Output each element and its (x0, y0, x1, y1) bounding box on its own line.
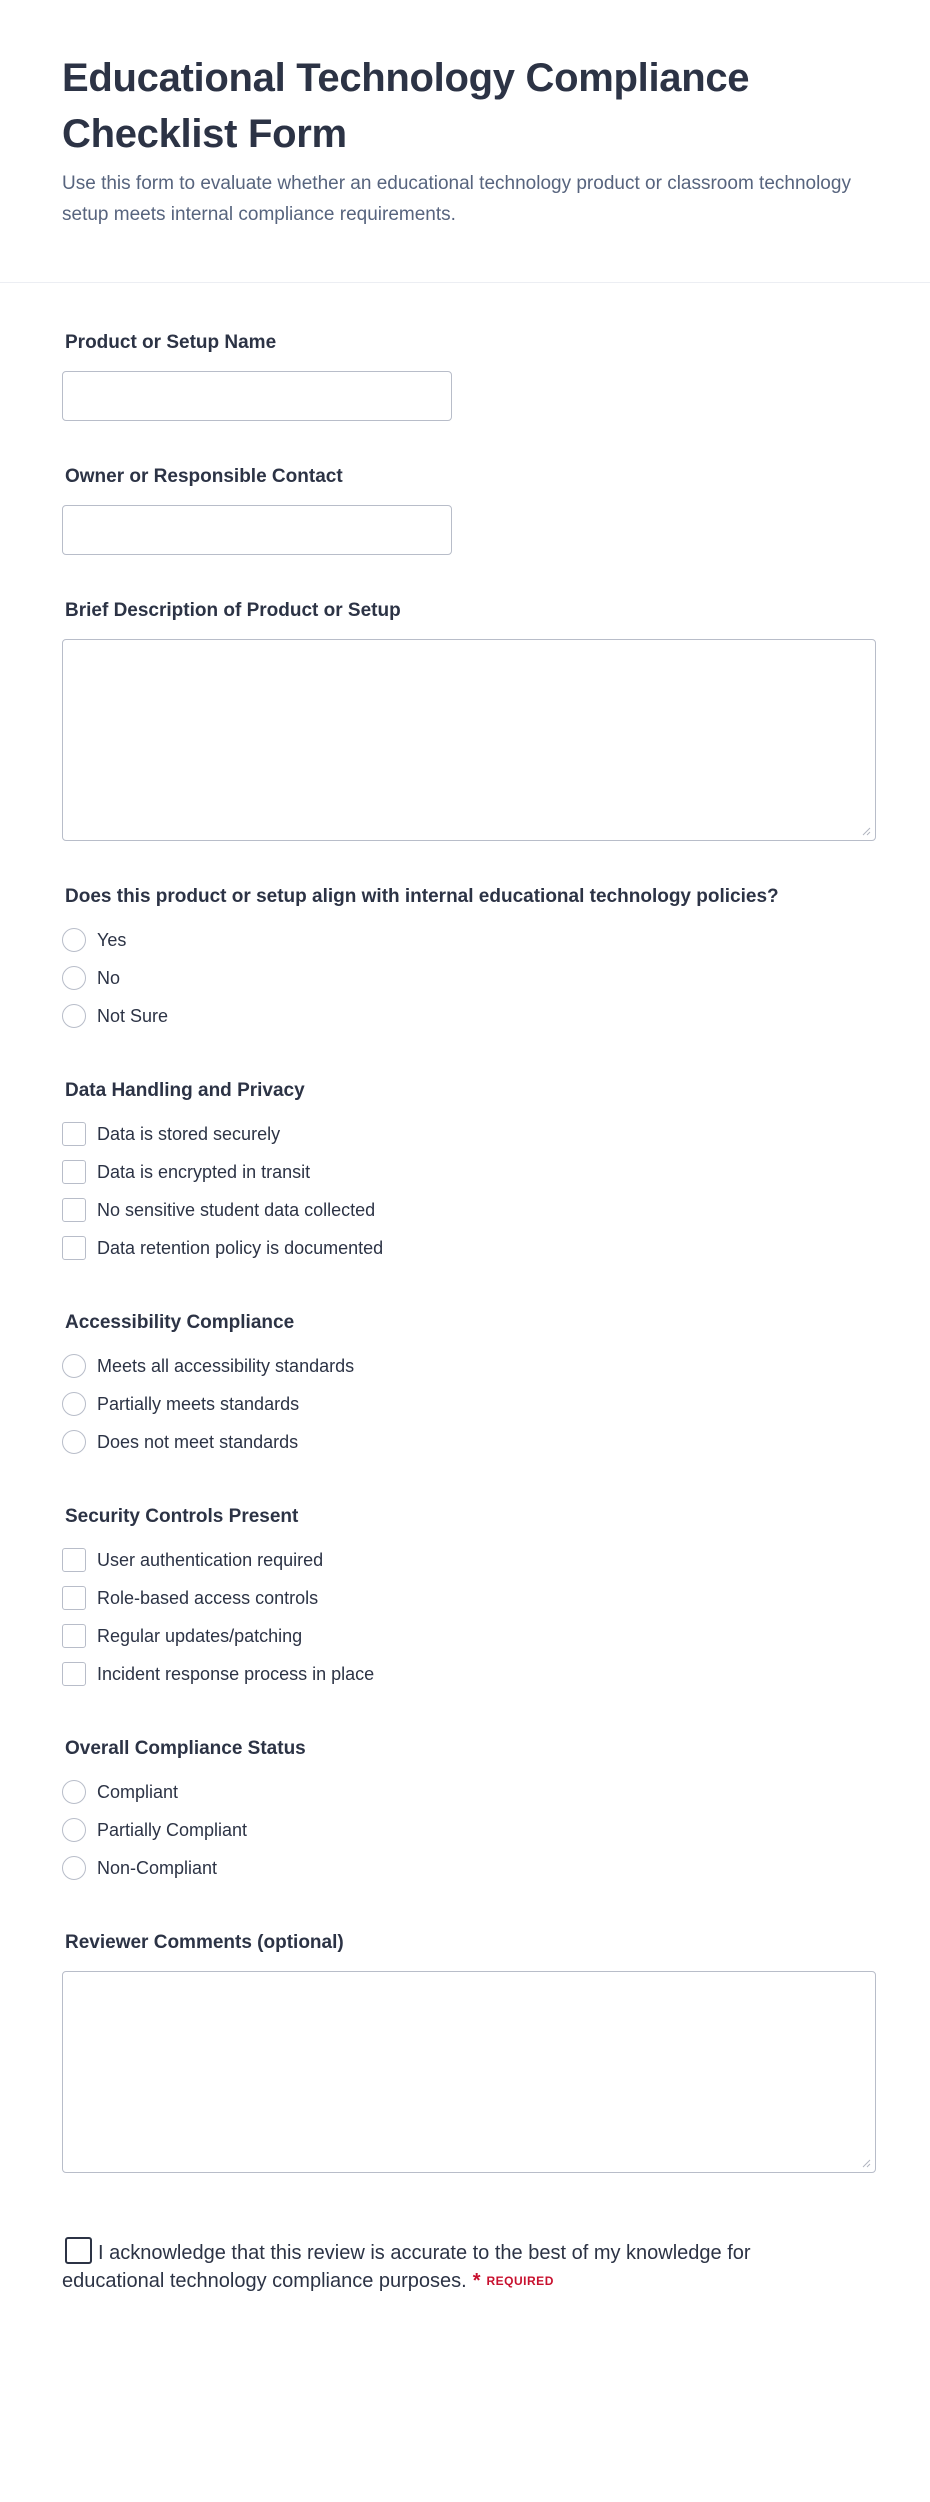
option-label: Role-based access controls (97, 1588, 319, 1608)
description-label: Brief Description of Product or Setup (65, 600, 401, 621)
option-label: Yes (97, 930, 127, 950)
option-label: User authentication required (97, 1550, 324, 1570)
checkbox-option[interactable] (62, 1617, 868, 1655)
radio-button[interactable] (62, 1430, 86, 1454)
checkbox[interactable] (62, 1586, 86, 1610)
overall-status-field (62, 1737, 868, 1887)
overall-status-options (62, 1773, 868, 1887)
owner-input[interactable] (62, 505, 452, 555)
radio-button[interactable] (62, 928, 86, 952)
checkbox[interactable] (62, 1624, 86, 1648)
checkbox-option[interactable] (62, 1655, 868, 1693)
data-handling-options (62, 1115, 868, 1267)
owner-field (62, 465, 868, 555)
security-controls-field (62, 1505, 868, 1693)
radio-button[interactable] (62, 1354, 86, 1378)
page-subtitle: Use this form to evaluate whether an educational technology product or classroom technology setup meets internal compliance requirements. (62, 173, 851, 225)
option-label: Not Sure (97, 1006, 169, 1026)
radio-option[interactable] (62, 1773, 868, 1811)
checkbox-option[interactable] (62, 1115, 868, 1153)
comments-textarea[interactable] (62, 1971, 876, 2173)
radio-button[interactable] (62, 1856, 86, 1880)
radio-option[interactable] (62, 959, 868, 997)
checkbox-option[interactable] (62, 1541, 868, 1579)
overall-status-label: Overall Compliance Status (65, 1738, 306, 1759)
accessibility-label: Accessibility Compliance (65, 1312, 295, 1333)
owner-label: Owner or Responsible Contact (65, 466, 343, 487)
product-name-input[interactable] (62, 371, 452, 421)
checkbox[interactable] (62, 1236, 86, 1260)
radio-button[interactable] (62, 966, 86, 990)
option-label: Data is stored securely (97, 1124, 281, 1144)
radio-option[interactable] (62, 1423, 868, 1461)
checkbox-option[interactable] (62, 1191, 868, 1229)
checkbox-option[interactable] (62, 1153, 868, 1191)
data-handling-label: Data Handling and Privacy (65, 1080, 305, 1101)
data-handling-field (62, 1079, 868, 1267)
option-label: Partially Compliant (97, 1820, 248, 1840)
option-label: Data is encrypted in transit (97, 1162, 311, 1182)
option-label: Compliant (97, 1782, 179, 1802)
policy-alignment-label: Does this product or setup align with internal educational technology policies? (65, 886, 779, 907)
accessibility-field (62, 1311, 868, 1461)
description-textarea[interactable] (62, 639, 876, 841)
accessibility-options (62, 1347, 868, 1461)
checkbox[interactable] (62, 1662, 86, 1686)
radio-button[interactable] (62, 1004, 86, 1028)
option-label: Partially meets standards (97, 1394, 300, 1414)
radio-option[interactable] (62, 1347, 868, 1385)
page-title: Educational Technology Compliance Checklist Form (62, 56, 750, 156)
acknowledgement-field (62, 2237, 782, 2295)
comments-field (62, 1931, 868, 2173)
checkbox[interactable] (62, 1160, 86, 1184)
radio-option[interactable] (62, 1849, 868, 1887)
radio-option[interactable] (62, 1385, 868, 1423)
radio-option[interactable] (62, 1811, 868, 1849)
security-controls-label: Security Controls Present (65, 1506, 299, 1527)
option-label: Non-Compliant (97, 1858, 218, 1878)
resize-grip-icon[interactable] (862, 2159, 871, 2168)
radio-button[interactable] (62, 1392, 86, 1416)
product-name-label: Product or Setup Name (65, 332, 277, 353)
radio-option[interactable] (62, 997, 868, 1035)
option-label: Regular updates/patching (97, 1626, 303, 1646)
acknowledgement-text: I acknowledge that this review is accurate to the best of my knowledge for educational technology compliance purposes. (62, 2242, 751, 2292)
option-label: No (97, 968, 121, 988)
required-asterisk: * (472, 2270, 481, 2292)
checkbox[interactable] (62, 1122, 86, 1146)
checkbox-option[interactable] (62, 1229, 868, 1267)
policy-alignment-field (62, 885, 868, 1035)
option-label: Incident response process in place (97, 1664, 375, 1684)
compliance-form (0, 283, 930, 2295)
option-label: Does not meet standards (97, 1432, 299, 1452)
option-label: Data retention policy is documented (97, 1238, 384, 1258)
option-label: No sensitive student data collected (97, 1200, 376, 1220)
policy-alignment-options (62, 921, 868, 1035)
checkbox[interactable] (62, 1548, 86, 1572)
radio-button[interactable] (62, 1780, 86, 1804)
resize-grip-icon[interactable] (862, 827, 871, 836)
description-field (62, 599, 868, 841)
form-header (0, 0, 930, 283)
checkbox-option[interactable] (62, 1579, 868, 1617)
option-label: Meets all accessibility standards (97, 1356, 355, 1376)
radio-button[interactable] (62, 1818, 86, 1842)
acknowledgement-checkbox[interactable] (65, 2237, 92, 2264)
radio-option[interactable] (62, 921, 868, 959)
security-controls-options (62, 1541, 868, 1693)
product-name-field (62, 331, 868, 421)
comments-label: Reviewer Comments (optional) (65, 1932, 344, 1953)
checkbox[interactable] (62, 1198, 86, 1222)
required-badge: REQUIRED (486, 2274, 554, 2288)
